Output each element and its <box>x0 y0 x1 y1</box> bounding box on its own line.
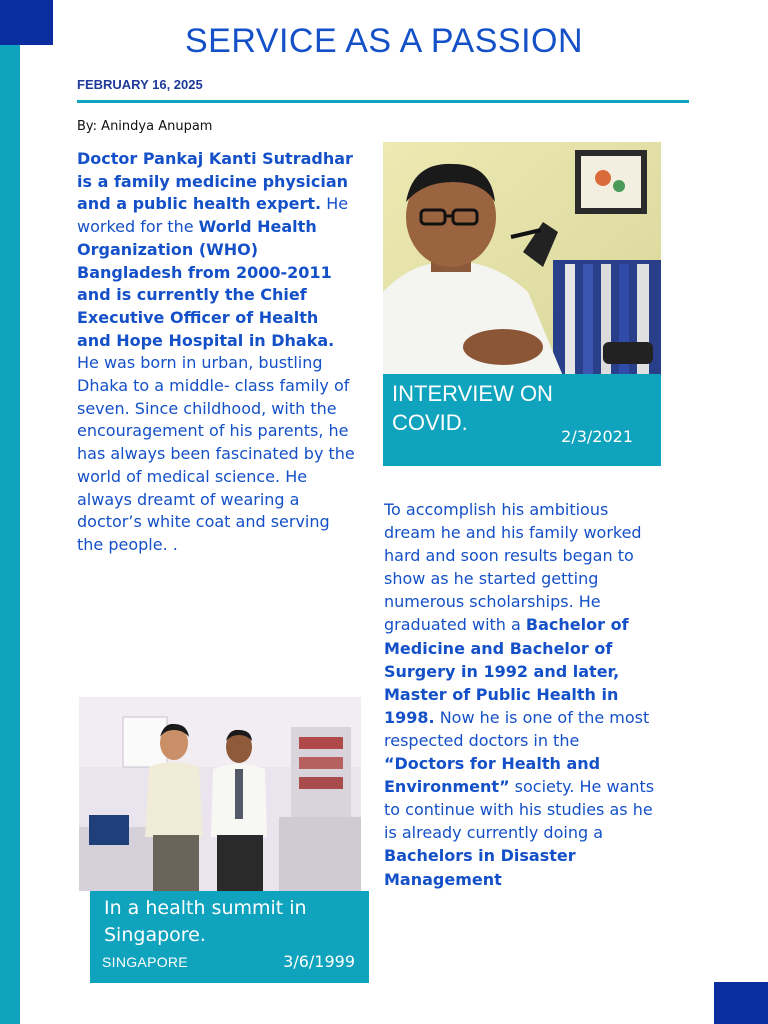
paragraph-continued <box>384 498 662 891</box>
bold-text: Bachelors in Disaster Management <box>384 846 576 889</box>
article-column-right <box>384 498 662 891</box>
corner-block-bottom-right <box>714 982 768 1024</box>
publish-date: FEBRUARY 16, 2025 <box>77 77 203 92</box>
summit-caption-date: 3/6/1999 <box>283 952 355 971</box>
body-text: Now he is one of the most respected doctors in the <box>384 707 650 750</box>
interview-photo <box>383 142 661 376</box>
article-column-left <box>77 148 357 557</box>
body-text: He was born in urban, bustling Dhaka to a middle- class family of seven. Since childhood, with the encouragement of his parents, he has always been fascinated by the world of medical science. He always dreamt of wearing a doctor’s white coat and serving the people. . <box>77 353 355 554</box>
byline: By: Anindya Anupam <box>77 119 213 134</box>
interview-caption <box>383 374 661 466</box>
left-accent-bar <box>0 45 20 1024</box>
summit-caption-title: In a health summit in Singapore. <box>104 897 307 946</box>
body-text: To accomplish his ambitious dream he and his family worked hard and soon results began to show as he started getting numerous scholarships. He graduated with a <box>384 500 642 635</box>
summit-caption <box>90 891 369 983</box>
paragraph-intro <box>77 148 357 557</box>
bold-text: World Health Organization (WHO) Bangladesh from 2000-2011 and is currently the Chief Executive Officer of Health and Hope Hospital in Dhaka. <box>77 217 335 350</box>
interview-caption-title: INTERVIEW ON COVID. <box>392 381 553 435</box>
page-title: SERVICE AS A PASSION <box>184 22 584 60</box>
header-rule <box>77 100 689 103</box>
summit-caption-place: SINGAPORE <box>102 954 188 970</box>
body-text: society. He wants to continue with his studies as he is already currently doing a <box>384 777 655 843</box>
bold-text: “Doctors for Health and Environment” <box>384 754 601 797</box>
interview-caption-date: 2/3/2021 <box>561 427 633 446</box>
body-text: He worked for the <box>77 194 349 237</box>
bold-text: Bachelor of Medicine and Bachelor of Surgery in 1992 and later, Master of Public Health in 1998. <box>384 615 629 727</box>
summit-photo <box>79 697 361 891</box>
bold-text: Doctor Pankaj Kanti Sutradhar is a family medicine physician and a public health expert. <box>77 149 353 214</box>
